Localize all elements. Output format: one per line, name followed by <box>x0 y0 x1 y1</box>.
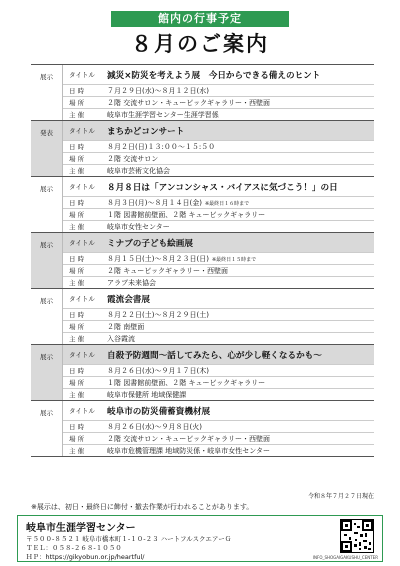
header-band: 館内の行事予定 <box>111 11 289 27</box>
place-label: 場 所 <box>69 155 85 163</box>
title-label: タイトル <box>69 407 95 415</box>
qr-code-icon[interactable] <box>340 519 374 553</box>
event-category: 展示 <box>31 233 63 288</box>
title-label: タイトル <box>69 71 95 79</box>
event-place: １階 図書館前壁面、２階 キュービックギャラリー <box>107 210 266 219</box>
title-label: タイトル <box>69 183 95 191</box>
date-label: 日 時 <box>69 143 85 151</box>
place-label: 場 所 <box>69 323 85 331</box>
event-date-text: ８月１５日(土)～８月２３日(日) <box>107 254 209 263</box>
event-category: 展示 <box>31 177 63 232</box>
event-host: 岐阜市危機管理課 地域防災係・岐阜市女性センター <box>107 446 270 455</box>
event-title: 岐阜市の防災備蓄資機材展 <box>107 406 211 417</box>
title-label: タイトル <box>69 239 95 247</box>
event-title: ミナブの子ども絵画展 <box>107 238 193 249</box>
event-category: 発表 <box>31 121 63 176</box>
event-item <box>31 400 374 457</box>
page-title: ８月のご案内 <box>131 32 269 56</box>
host-label: 主 催 <box>69 279 85 287</box>
place-label: 場 所 <box>69 379 85 387</box>
host-label: 主 催 <box>69 111 85 119</box>
event-host: 岐阜市芸術文化協会 <box>107 166 170 175</box>
date-label: 日 時 <box>69 423 85 431</box>
host-label: 主 催 <box>69 335 85 343</box>
date-label: 日 時 <box>69 311 85 319</box>
date-label: 日 時 <box>69 367 85 375</box>
event-item <box>31 232 374 288</box>
event-host: 岐阜市女性センター <box>107 222 170 231</box>
center-address: 〒５００-８５２１ 岐阜市橋本町１-１０-２３ ハートフルスクエアーＧ <box>26 535 232 543</box>
title-label: タイトル <box>69 295 95 303</box>
event-host: アラブ未来協会 <box>107 278 156 287</box>
event-host: 岐阜市生涯学習センター生涯学習係 <box>107 110 219 119</box>
title-label: タイトル <box>69 351 95 359</box>
title-label: タイトル <box>69 127 95 135</box>
date-label: 日 時 <box>69 87 85 95</box>
event-date <box>101 198 374 208</box>
event-place: ２階 南壁面 <box>107 322 145 331</box>
event-place: ２階 交流サロン・キュービックギャラリー・西壁面 <box>107 98 270 107</box>
event-item <box>31 344 374 400</box>
event-date-text: ８月３日(月)～８月１４日(金) <box>107 198 202 207</box>
event-date-note: ※最終日１５時まで <box>211 256 257 263</box>
footer-info-box <box>17 515 383 562</box>
event-place: ２階 キュービックギャラリー・西壁面 <box>107 266 228 275</box>
event-host: 岐阜市保健所 地域保健課 <box>107 390 187 399</box>
place-label: 場 所 <box>69 99 85 107</box>
event-date: ８月２日(日)１３:００～１５:５０ <box>107 142 216 151</box>
event-place: ２階 交流サロン <box>107 154 159 163</box>
event-title: 自殺予防週間～話してみたら、心が少し軽くなるかも～ <box>107 350 322 361</box>
event-list <box>31 64 374 457</box>
event-date-note: ※最終日１６時まで <box>204 200 250 207</box>
host-label: 主 催 <box>69 447 85 455</box>
host-label: 主 催 <box>69 167 85 175</box>
exhibit-note: ※展示は、初日・最終日に飾付・撤去作業が行われることがあります。 <box>31 503 254 511</box>
host-label: 主 催 <box>69 391 85 399</box>
event-item <box>31 64 374 120</box>
event-category: 展示 <box>31 65 63 120</box>
event-date: ８月２６日(水)～９月８日(火) <box>107 422 202 431</box>
qr-caption: INFO_SHOGAIGAKUSHU_CENTER <box>312 555 378 560</box>
event-category: 展示 <box>31 345 63 400</box>
event-item <box>31 288 374 344</box>
event-place: ２階 交流サロン・キュービックギャラリー・西壁面 <box>107 434 270 443</box>
event-title: ８月８日は「アンコンシャス・バイアスに気づこう！」の日 <box>107 182 338 193</box>
issued-date: 令和８年７月２７日現在 <box>307 493 374 500</box>
event-host: 入谷霞流 <box>107 334 135 343</box>
event-item <box>31 176 374 232</box>
event-date <box>101 254 374 264</box>
center-website-link[interactable]: ＨＰ：https://gikyobun.or.jp/heartful/ <box>26 553 145 561</box>
date-label: 日 時 <box>69 255 85 263</box>
event-date: ８月２６日(水)～９月１７日(木) <box>107 366 209 375</box>
event-category: 展示 <box>31 401 63 456</box>
place-label: 場 所 <box>69 211 85 219</box>
center-phone: ＴＥＬ：０５８-２６８-１０５０ <box>26 544 122 552</box>
date-label: 日 時 <box>69 199 85 207</box>
event-date: ７月２９日(水)～８月１２日(水) <box>107 86 209 95</box>
event-title: まちかどコンサート <box>107 126 185 137</box>
event-item <box>31 120 374 176</box>
event-category: 展示 <box>31 289 63 344</box>
place-label: 場 所 <box>69 267 85 275</box>
center-name: 岐阜市生涯学習センター <box>26 523 136 534</box>
place-label: 場 所 <box>69 435 85 443</box>
event-place: １階 図書館前壁面、２階 キュービックギャラリー <box>107 378 266 387</box>
event-title: 減災×防災を考えよう展 今日からできる備えのヒント <box>107 70 321 81</box>
event-title: 霞流会書展 <box>107 294 150 305</box>
event-date: ８月２２日(土)～８月２９日(土) <box>107 310 209 319</box>
host-label: 主 催 <box>69 223 85 231</box>
